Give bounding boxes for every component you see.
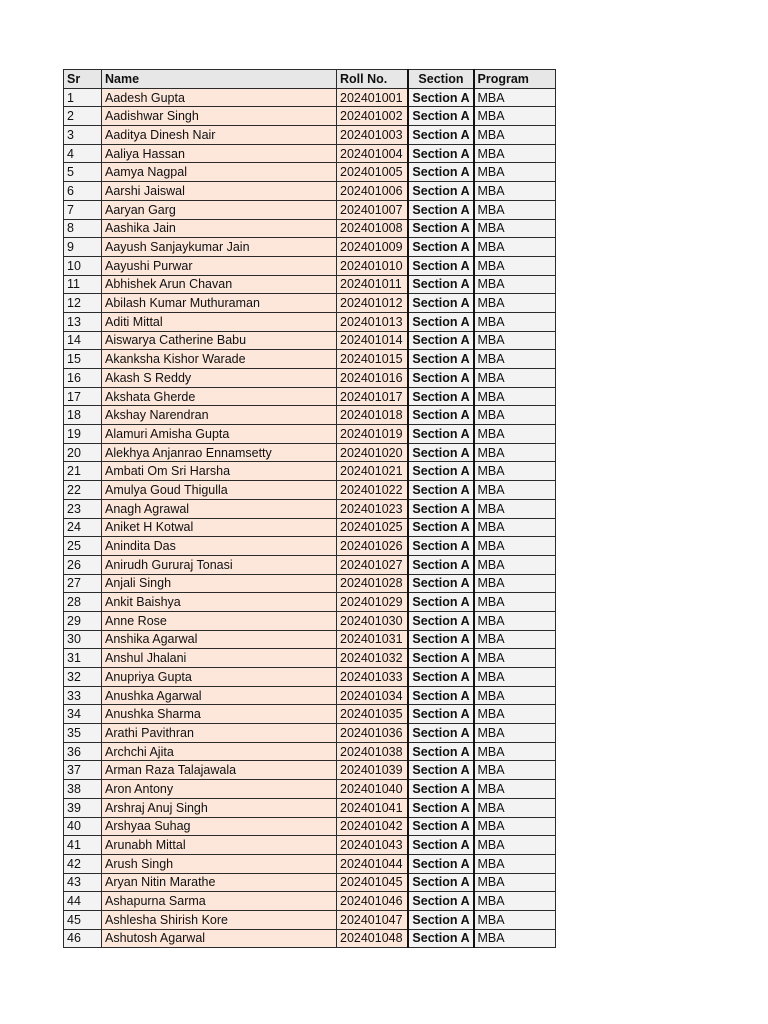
- cell-sr: 15: [64, 350, 102, 369]
- cell-name: Anagh Agrawal: [102, 499, 337, 518]
- cell-section: Section A: [408, 780, 474, 799]
- cell-section: Section A: [408, 219, 474, 238]
- cell-sr: 24: [64, 518, 102, 537]
- cell-name: Aron Antony: [102, 780, 337, 799]
- cell-name: Arush Singh: [102, 854, 337, 873]
- cell-program: MBA: [474, 425, 556, 444]
- cell-section: Section A: [408, 742, 474, 761]
- cell-program: MBA: [474, 649, 556, 668]
- cell-program: MBA: [474, 780, 556, 799]
- cell-program: MBA: [474, 406, 556, 425]
- cell-section: Section A: [408, 892, 474, 911]
- cell-program: MBA: [474, 256, 556, 275]
- cell-section: Section A: [408, 350, 474, 369]
- cell-name: Aryan Nitin Marathe: [102, 873, 337, 892]
- cell-program: MBA: [474, 387, 556, 406]
- cell-name: Arathi Pavithran: [102, 724, 337, 743]
- cell-program: MBA: [474, 929, 556, 948]
- cell-section: Section A: [408, 555, 474, 574]
- cell-program: MBA: [474, 238, 556, 257]
- cell-sr: 13: [64, 312, 102, 331]
- cell-name: Akshata Gherde: [102, 387, 337, 406]
- cell-program: MBA: [474, 88, 556, 107]
- cell-program: MBA: [474, 499, 556, 518]
- cell-program: MBA: [474, 350, 556, 369]
- table-row: [64, 163, 556, 182]
- cell-sr: 17: [64, 387, 102, 406]
- cell-sr: 28: [64, 593, 102, 612]
- cell-sr: 44: [64, 892, 102, 911]
- table-row: [64, 481, 556, 500]
- cell-name: Anshika Agarwal: [102, 630, 337, 649]
- cell-section: Section A: [408, 499, 474, 518]
- cell-program: MBA: [474, 537, 556, 556]
- cell-name: Aayushi Purwar: [102, 256, 337, 275]
- cell-roll-no: 202401013: [337, 312, 408, 331]
- cell-section: Section A: [408, 462, 474, 481]
- cell-section: Section A: [408, 611, 474, 630]
- cell-roll-no: 202401031: [337, 630, 408, 649]
- cell-sr: 40: [64, 817, 102, 836]
- cell-roll-no: 202401040: [337, 780, 408, 799]
- header-program: Program: [474, 70, 556, 89]
- cell-program: MBA: [474, 163, 556, 182]
- cell-program: MBA: [474, 312, 556, 331]
- cell-name: Anushka Sharma: [102, 705, 337, 724]
- cell-name: Aarshi Jaiswal: [102, 182, 337, 201]
- cell-program: MBA: [474, 836, 556, 855]
- cell-sr: 39: [64, 798, 102, 817]
- cell-section: Section A: [408, 761, 474, 780]
- cell-section: Section A: [408, 817, 474, 836]
- header-roll-no: Roll No.: [337, 70, 408, 89]
- cell-sr: 20: [64, 443, 102, 462]
- table-row: [64, 705, 556, 724]
- table-row: [64, 387, 556, 406]
- cell-section: Section A: [408, 668, 474, 687]
- cell-roll-no: 202401019: [337, 425, 408, 444]
- cell-section: Section A: [408, 929, 474, 948]
- cell-program: MBA: [474, 574, 556, 593]
- cell-name: Aniket H Kotwal: [102, 518, 337, 537]
- header-row: [64, 70, 556, 89]
- cell-roll-no: 202401027: [337, 555, 408, 574]
- cell-name: Akanksha Kishor Warade: [102, 350, 337, 369]
- cell-roll-no: 202401026: [337, 537, 408, 556]
- cell-section: Section A: [408, 406, 474, 425]
- cell-roll-no: 202401005: [337, 163, 408, 182]
- cell-name: Aamya Nagpal: [102, 163, 337, 182]
- cell-roll-no: 202401015: [337, 350, 408, 369]
- cell-sr: 6: [64, 182, 102, 201]
- cell-sr: 4: [64, 144, 102, 163]
- cell-name: Anindita Das: [102, 537, 337, 556]
- cell-roll-no: 202401038: [337, 742, 408, 761]
- table-row: [64, 200, 556, 219]
- cell-sr: 34: [64, 705, 102, 724]
- cell-program: MBA: [474, 331, 556, 350]
- cell-program: MBA: [474, 817, 556, 836]
- cell-sr: 7: [64, 200, 102, 219]
- cell-sr: 21: [64, 462, 102, 481]
- cell-name: Anupriya Gupta: [102, 668, 337, 687]
- cell-roll-no: 202401042: [337, 817, 408, 836]
- cell-name: Arman Raza Talajawala: [102, 761, 337, 780]
- cell-roll-no: 202401017: [337, 387, 408, 406]
- cell-roll-no: 202401030: [337, 611, 408, 630]
- cell-program: MBA: [474, 219, 556, 238]
- cell-name: Aditi Mittal: [102, 312, 337, 331]
- cell-name: Aaliya Hassan: [102, 144, 337, 163]
- student-roster-table: [63, 69, 556, 948]
- cell-section: Section A: [408, 630, 474, 649]
- cell-name: Arshraj Anuj Singh: [102, 798, 337, 817]
- table-row: [64, 574, 556, 593]
- cell-roll-no: 202401001: [337, 88, 408, 107]
- cell-section: Section A: [408, 537, 474, 556]
- cell-sr: 32: [64, 668, 102, 687]
- cell-program: MBA: [474, 630, 556, 649]
- cell-section: Section A: [408, 724, 474, 743]
- cell-roll-no: 202401035: [337, 705, 408, 724]
- cell-section: Section A: [408, 126, 474, 145]
- cell-program: MBA: [474, 443, 556, 462]
- cell-program: MBA: [474, 686, 556, 705]
- cell-section: Section A: [408, 107, 474, 126]
- cell-section: Section A: [408, 705, 474, 724]
- cell-sr: 14: [64, 331, 102, 350]
- cell-roll-no: 202401041: [337, 798, 408, 817]
- cell-sr: 35: [64, 724, 102, 743]
- table-row: [64, 107, 556, 126]
- table-row: [64, 144, 556, 163]
- cell-roll-no: 202401006: [337, 182, 408, 201]
- cell-sr: 11: [64, 275, 102, 294]
- cell-section: Section A: [408, 836, 474, 855]
- cell-section: Section A: [408, 200, 474, 219]
- table-row: [64, 331, 556, 350]
- table-row: [64, 649, 556, 668]
- table-row: [64, 854, 556, 873]
- cell-roll-no: 202401018: [337, 406, 408, 425]
- cell-sr: 37: [64, 761, 102, 780]
- cell-sr: 22: [64, 481, 102, 500]
- cell-roll-no: 202401021: [337, 462, 408, 481]
- table-row: [64, 836, 556, 855]
- cell-section: Section A: [408, 182, 474, 201]
- cell-sr: 25: [64, 537, 102, 556]
- table-row: [64, 275, 556, 294]
- cell-program: MBA: [474, 761, 556, 780]
- table-row: [64, 88, 556, 107]
- cell-section: Section A: [408, 238, 474, 257]
- cell-section: Section A: [408, 275, 474, 294]
- table-row: [64, 910, 556, 929]
- cell-section: Section A: [408, 256, 474, 275]
- cell-name: Ambati Om Sri Harsha: [102, 462, 337, 481]
- cell-roll-no: 202401010: [337, 256, 408, 275]
- cell-program: MBA: [474, 668, 556, 687]
- cell-roll-no: 202401029: [337, 593, 408, 612]
- table-header: [64, 70, 556, 89]
- cell-sr: 46: [64, 929, 102, 948]
- cell-roll-no: 202401020: [337, 443, 408, 462]
- cell-sr: 3: [64, 126, 102, 145]
- cell-name: Abilash Kumar Muthuraman: [102, 294, 337, 313]
- cell-program: MBA: [474, 705, 556, 724]
- cell-section: Section A: [408, 294, 474, 313]
- cell-roll-no: 202401025: [337, 518, 408, 537]
- cell-roll-no: 202401022: [337, 481, 408, 500]
- table-row: [64, 780, 556, 799]
- cell-program: MBA: [474, 294, 556, 313]
- cell-section: Section A: [408, 798, 474, 817]
- table-row: [64, 873, 556, 892]
- cell-section: Section A: [408, 443, 474, 462]
- cell-name: Arshyaa Suhag: [102, 817, 337, 836]
- cell-section: Section A: [408, 312, 474, 331]
- cell-section: Section A: [408, 649, 474, 668]
- cell-sr: 29: [64, 611, 102, 630]
- table-row: [64, 929, 556, 948]
- table-row: [64, 256, 556, 275]
- cell-section: Section A: [408, 331, 474, 350]
- table-row: [64, 892, 556, 911]
- cell-program: MBA: [474, 724, 556, 743]
- cell-name: Alamuri Amisha Gupta: [102, 425, 337, 444]
- cell-roll-no: 202401016: [337, 369, 408, 388]
- cell-roll-no: 202401009: [337, 238, 408, 257]
- cell-name: Arunabh Mittal: [102, 836, 337, 855]
- cell-name: Anirudh Gururaj Tonasi: [102, 555, 337, 574]
- cell-roll-no: 202401033: [337, 668, 408, 687]
- table-row: [64, 294, 556, 313]
- cell-sr: 18: [64, 406, 102, 425]
- table-row: [64, 611, 556, 630]
- cell-program: MBA: [474, 144, 556, 163]
- table-row: [64, 761, 556, 780]
- table-body: [64, 88, 556, 948]
- table-row: [64, 630, 556, 649]
- cell-program: MBA: [474, 107, 556, 126]
- cell-name: Ashlesha Shirish Kore: [102, 910, 337, 929]
- cell-section: Section A: [408, 518, 474, 537]
- table-row: [64, 668, 556, 687]
- cell-roll-no: 202401004: [337, 144, 408, 163]
- cell-program: MBA: [474, 518, 556, 537]
- table-row: [64, 369, 556, 388]
- cell-program: MBA: [474, 611, 556, 630]
- cell-sr: 45: [64, 910, 102, 929]
- cell-sr: 36: [64, 742, 102, 761]
- cell-section: Section A: [408, 593, 474, 612]
- cell-section: Section A: [408, 873, 474, 892]
- cell-name: Aadishwar Singh: [102, 107, 337, 126]
- cell-roll-no: 202401045: [337, 873, 408, 892]
- header-name: Name: [102, 70, 337, 89]
- cell-sr: 41: [64, 836, 102, 855]
- cell-name: Anjali Singh: [102, 574, 337, 593]
- student-roster-sheet: [63, 69, 555, 948]
- cell-name: Aiswarya Catherine Babu: [102, 331, 337, 350]
- table-row: [64, 724, 556, 743]
- cell-name: Anshul Jhalani: [102, 649, 337, 668]
- cell-roll-no: 202401048: [337, 929, 408, 948]
- cell-section: Section A: [408, 144, 474, 163]
- cell-name: Ankit Baishya: [102, 593, 337, 612]
- cell-section: Section A: [408, 88, 474, 107]
- table-row: [64, 312, 556, 331]
- table-row: [64, 182, 556, 201]
- cell-roll-no: 202401007: [337, 200, 408, 219]
- header-section: Section: [408, 70, 474, 89]
- table-row: [64, 425, 556, 444]
- cell-name: Alekhya Anjanrao Ennamsetty: [102, 443, 337, 462]
- table-row: [64, 126, 556, 145]
- cell-roll-no: 202401028: [337, 574, 408, 593]
- cell-program: MBA: [474, 593, 556, 612]
- table-row: [64, 499, 556, 518]
- cell-sr: 12: [64, 294, 102, 313]
- cell-sr: 38: [64, 780, 102, 799]
- cell-section: Section A: [408, 481, 474, 500]
- cell-name: Aayush Sanjaykumar Jain: [102, 238, 337, 257]
- cell-name: Akash S Reddy: [102, 369, 337, 388]
- cell-sr: 26: [64, 555, 102, 574]
- table-row: [64, 350, 556, 369]
- cell-name: Akshay Narendran: [102, 406, 337, 425]
- table-row: [64, 238, 556, 257]
- cell-roll-no: 202401036: [337, 724, 408, 743]
- cell-roll-no: 202401034: [337, 686, 408, 705]
- cell-program: MBA: [474, 798, 556, 817]
- table-row: [64, 817, 556, 836]
- cell-sr: 33: [64, 686, 102, 705]
- table-row: [64, 518, 556, 537]
- cell-sr: 43: [64, 873, 102, 892]
- cell-program: MBA: [474, 854, 556, 873]
- cell-section: Section A: [408, 686, 474, 705]
- cell-name: Anushka Agarwal: [102, 686, 337, 705]
- table-row: [64, 742, 556, 761]
- cell-sr: 19: [64, 425, 102, 444]
- cell-program: MBA: [474, 275, 556, 294]
- cell-sr: 27: [64, 574, 102, 593]
- cell-roll-no: 202401046: [337, 892, 408, 911]
- cell-roll-no: 202401002: [337, 107, 408, 126]
- cell-sr: 23: [64, 499, 102, 518]
- cell-program: MBA: [474, 873, 556, 892]
- cell-program: MBA: [474, 369, 556, 388]
- cell-name: Abhishek Arun Chavan: [102, 275, 337, 294]
- cell-program: MBA: [474, 200, 556, 219]
- table-row: [64, 555, 556, 574]
- cell-roll-no: 202401011: [337, 275, 408, 294]
- cell-name: Aadesh Gupta: [102, 88, 337, 107]
- cell-program: MBA: [474, 182, 556, 201]
- table-row: [64, 406, 556, 425]
- cell-sr: 2: [64, 107, 102, 126]
- cell-program: MBA: [474, 742, 556, 761]
- cell-section: Section A: [408, 369, 474, 388]
- cell-sr: 16: [64, 369, 102, 388]
- cell-roll-no: 202401014: [337, 331, 408, 350]
- cell-roll-no: 202401039: [337, 761, 408, 780]
- cell-section: Section A: [408, 425, 474, 444]
- cell-program: MBA: [474, 910, 556, 929]
- cell-roll-no: 202401044: [337, 854, 408, 873]
- cell-program: MBA: [474, 555, 556, 574]
- cell-roll-no: 202401023: [337, 499, 408, 518]
- cell-name: Archchi Ajita: [102, 742, 337, 761]
- cell-roll-no: 202401012: [337, 294, 408, 313]
- cell-sr: 1: [64, 88, 102, 107]
- cell-roll-no: 202401047: [337, 910, 408, 929]
- cell-sr: 8: [64, 219, 102, 238]
- cell-section: Section A: [408, 387, 474, 406]
- cell-section: Section A: [408, 574, 474, 593]
- cell-section: Section A: [408, 163, 474, 182]
- table-row: [64, 537, 556, 556]
- table-row: [64, 219, 556, 238]
- cell-section: Section A: [408, 854, 474, 873]
- cell-name: Aaditya Dinesh Nair: [102, 126, 337, 145]
- cell-roll-no: 202401003: [337, 126, 408, 145]
- cell-program: MBA: [474, 892, 556, 911]
- table-row: [64, 686, 556, 705]
- cell-roll-no: 202401008: [337, 219, 408, 238]
- cell-sr: 10: [64, 256, 102, 275]
- cell-sr: 9: [64, 238, 102, 257]
- cell-section: Section A: [408, 910, 474, 929]
- cell-name: Amulya Goud Thigulla: [102, 481, 337, 500]
- cell-name: Aashika Jain: [102, 219, 337, 238]
- table-row: [64, 798, 556, 817]
- cell-name: Ashapurna Sarma: [102, 892, 337, 911]
- cell-name: Anne Rose: [102, 611, 337, 630]
- cell-program: MBA: [474, 126, 556, 145]
- cell-sr: 31: [64, 649, 102, 668]
- cell-sr: 42: [64, 854, 102, 873]
- cell-name: Aaryan Garg: [102, 200, 337, 219]
- table-row: [64, 443, 556, 462]
- table-row: [64, 462, 556, 481]
- cell-sr: 30: [64, 630, 102, 649]
- cell-program: MBA: [474, 462, 556, 481]
- cell-name: Ashutosh Agarwal: [102, 929, 337, 948]
- cell-roll-no: 202401043: [337, 836, 408, 855]
- header-sr: Sr: [64, 70, 102, 89]
- cell-sr: 5: [64, 163, 102, 182]
- cell-roll-no: 202401032: [337, 649, 408, 668]
- cell-program: MBA: [474, 481, 556, 500]
- table-row: [64, 593, 556, 612]
